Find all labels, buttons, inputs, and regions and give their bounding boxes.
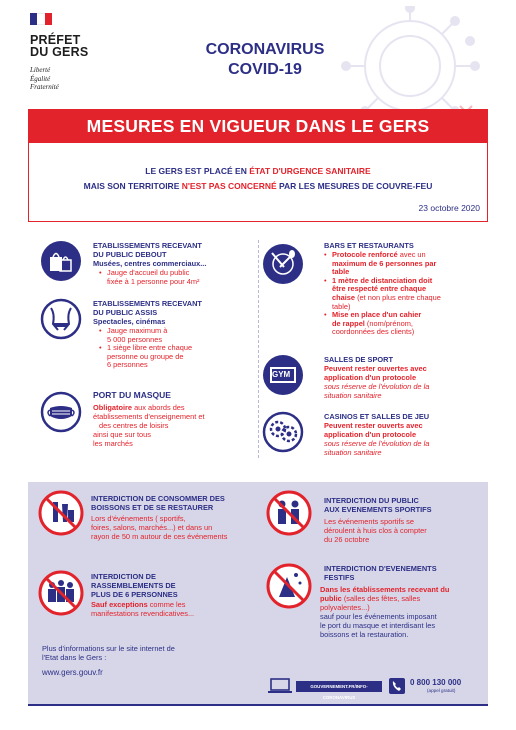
- no-drinks-icon: [38, 490, 84, 536]
- no-festive-events-icon: [266, 563, 312, 609]
- festifs-l3: polyvalentes...): [320, 603, 370, 612]
- public-sport-title-l1: INTERDICTION DU PUBLIC: [324, 496, 419, 505]
- masque-l2: établissements d'enseignement et: [93, 412, 205, 421]
- rassemblements-text: [91, 600, 194, 618]
- bars-b1-l3: table: [332, 267, 350, 277]
- list-item: [324, 277, 441, 311]
- erp-debout-title-l1: ETABLISSEMENTS RECEVANT: [93, 241, 202, 250]
- public-sport-text: [324, 517, 427, 544]
- festifs-title: [324, 564, 437, 582]
- list-item: [99, 327, 192, 344]
- erp-assis-title-l2: DU PUBLIC ASSIS: [93, 308, 158, 317]
- sport-l2: application d'un protocole: [324, 373, 417, 382]
- sport-l4: situation sanitaire: [324, 391, 382, 400]
- masque-l5: les marchés: [93, 439, 133, 448]
- column-divider: [258, 240, 259, 458]
- intro-l2-b: N'EST PAS CONCERNÉ: [181, 181, 277, 191]
- bars-b2-l2: être respecté entre chaque: [332, 284, 427, 294]
- erp-debout-title: [93, 241, 202, 259]
- intro-l2-a: MAIS SON TERRITOIRE: [83, 181, 182, 191]
- intro-l1-a: LE GERS EST PLACÉ EN: [145, 166, 250, 176]
- bars-b1-l1-b: avec un: [397, 250, 426, 259]
- festifs-l1: Dans les établissements recevant du: [320, 585, 450, 594]
- erp-assis-b1-l1: Jauge maximum à: [107, 326, 168, 335]
- no-gatherings-icon: [38, 570, 84, 616]
- erp-assis-list: [99, 327, 192, 370]
- erp-assis-sub: Spectacles, cinémas: [93, 317, 166, 326]
- intro-l1-b: ÉTAT D'URGENCE SANITAIRE: [249, 166, 371, 176]
- date-label: 23 octobre 2020: [418, 203, 480, 213]
- festifs-title-l1: INTERDICTION D'EVENEMENTS: [324, 564, 437, 573]
- gym-label: GYM: [272, 370, 291, 379]
- casinos-l3: sous réserve de l'évolution de la: [324, 439, 430, 448]
- boissons-title-l1: INTERDICTION DE CONSOMMER DES: [91, 494, 225, 503]
- sport-l1: Peuvent rester ouvertes avec: [324, 364, 427, 373]
- masque-l4: ainsi que sur tous: [93, 430, 151, 439]
- boissons-l2: foires, salons, marchés...) et dans un: [91, 523, 213, 532]
- casinos-l4: situation sanitaire: [324, 448, 382, 457]
- bars-b2-l4: table): [332, 301, 351, 311]
- public-sport-title-l2: AUX EVENEMENTS SPORTIFS: [324, 505, 432, 514]
- casinos-l1: Peuvent rester ouverts avec: [324, 421, 423, 430]
- phone-icon: [388, 677, 406, 695]
- casinos-l2: application d'un protocole: [324, 430, 417, 439]
- festifs-l6: boissons et la restauration.: [320, 630, 409, 639]
- boissons-title: [91, 494, 225, 512]
- prefet-line-1: PRÉFET: [30, 33, 81, 47]
- masque-l1-b: aux abords des: [132, 403, 185, 412]
- erp-assis-b1-l2: 5 000 personnes: [107, 334, 163, 344]
- devise-fraternite: Fraternité: [30, 83, 59, 91]
- gov-url-badge[interactable]: GOUVERNEMENT.FR/INFO-CORONAVIRUS: [296, 681, 382, 692]
- public-sport-l1: Les événements sportifs se: [324, 517, 414, 526]
- masque-l3: des centres de loisirs: [99, 421, 169, 430]
- casinos-title: CASINOS ET SALLES DE JEU: [324, 412, 430, 421]
- bars-list: [324, 251, 441, 337]
- list-item: [324, 311, 441, 337]
- bars-b3-l3: coordonnées des clients): [332, 327, 415, 337]
- face-mask-icon: [40, 391, 82, 433]
- intro-line-1: [28, 164, 488, 179]
- prefet-logo-text: [30, 34, 130, 58]
- title-line-1: CORONAVIRUS: [205, 41, 325, 58]
- info-text: [42, 644, 175, 662]
- bars-b1-l2: maximum de 6 personnes par: [332, 258, 437, 268]
- casinos-text: [324, 421, 429, 457]
- info-l1: Plus d'informations sur le site internet de: [42, 644, 175, 653]
- erp-debout-b1-l2: fixée à 1 personne pour 4m²: [107, 276, 200, 286]
- bars-b2-l3-b: (et non plus entre chaque: [355, 292, 441, 302]
- phone-number[interactable]: 0 800 130 000: [410, 678, 462, 687]
- french-flag-logo: [30, 13, 52, 25]
- erp-debout-title-l2: DU PUBLIC DEBOUT: [93, 250, 167, 259]
- bars-b2-l3-a: chaise: [332, 292, 356, 302]
- public-sport-l2: déroulent à huis clos à compter: [324, 526, 427, 535]
- masque-text: [93, 403, 205, 448]
- erp-debout-b1-l1: Jauge d'accueil du public: [107, 268, 190, 277]
- website-link[interactable]: www.gers.gouv.fr: [42, 668, 103, 677]
- prefet-line-2: DU GERS: [30, 45, 89, 59]
- bottom-rule: [28, 704, 488, 706]
- public-sport-l3: du 26 octobre: [324, 535, 370, 544]
- list-item: [99, 344, 192, 370]
- festifs-text: [320, 585, 449, 639]
- boissons-title-l2: BOISSONS ET DE SE RESTAURER: [91, 503, 214, 512]
- masque-l1-a: Obligatoire: [93, 403, 133, 412]
- public-sport-title: [324, 496, 432, 514]
- sport-l3: sous réserve de l'évolution de la: [324, 382, 430, 391]
- rassemblements-l2: manifestations revendicatives...: [91, 609, 195, 618]
- erp-debout-sub: Musées, centres commerciaux...: [93, 259, 207, 268]
- sport-title: SALLES DE SPORT: [324, 355, 393, 364]
- theater-seats-icon: [40, 298, 82, 340]
- festifs-title-l2: FESTIFS: [324, 573, 355, 582]
- erp-debout-list: [99, 269, 199, 286]
- erp-assis-title: [93, 299, 202, 317]
- rassemblements-title-l3: PLUS DE 6 PERSONNES: [91, 590, 178, 599]
- devise: [30, 66, 110, 92]
- rassemblements-title-l2: RASSEMBLEMENTS DE: [91, 581, 176, 590]
- boissons-l1: Lors d'événements ( sportifs,: [91, 514, 186, 523]
- rassemblements-l1-b: comme les: [147, 600, 186, 609]
- phone-note: (appel gratuit): [427, 688, 456, 693]
- devise-liberte: Liberté: [30, 66, 51, 74]
- bars-b2-l1: 1 mètre de distanciation doit: [332, 275, 433, 285]
- rassemblements-title-l1: INTERDICTION DE: [91, 572, 156, 581]
- title-line-2: COVID-19: [228, 61, 302, 78]
- casino-chips-icon: [262, 411, 304, 453]
- banner-title: MESURES EN VIGUEUR DANS LE GERS: [86, 116, 430, 136]
- cutlery-icon: [262, 243, 304, 285]
- festifs-l4: sauf pour les événements imposant: [320, 612, 437, 621]
- laptop-icon: [268, 678, 292, 694]
- erp-assis-b2-l3: 6 personnes: [107, 360, 148, 370]
- festifs-l2-a: public: [320, 594, 342, 603]
- intro-line-2: [28, 179, 488, 194]
- list-item: [324, 251, 441, 277]
- erp-assis-b2-l1: 1 siège libre entre chaque: [107, 343, 193, 353]
- festifs-l5: le port du masque et interdisant les: [320, 621, 436, 630]
- boissons-l3: rayon de 50 m autour de ces événements: [91, 532, 228, 541]
- rassemblements-title: [91, 572, 178, 599]
- bars-b3-l2-a: de rappel: [332, 318, 365, 328]
- sport-text: [324, 364, 429, 400]
- rassemblements-l1-a: Sauf exceptions: [91, 600, 148, 609]
- erp-assis-title-l1: ETABLISSEMENTS RECEVANT: [93, 299, 202, 308]
- boissons-text: [91, 514, 227, 541]
- info-l2: l'Etat dans le Gers :: [42, 653, 107, 662]
- bars-b3-l1: Mise en place d'un cahier: [332, 310, 422, 320]
- bars-b1-l1-a: Protocole renforcé: [332, 250, 398, 259]
- shopping-bags-icon: [40, 240, 82, 282]
- festifs-l2-b: (salles des fêtes, salles: [341, 594, 421, 603]
- no-spectators-icon: [266, 490, 312, 536]
- intro-l2-c: PAR LES MESURES DE COUVRE-FEU: [276, 181, 433, 191]
- intro-text: [28, 164, 488, 194]
- bars-title: BARS ET RESTAURANTS: [324, 241, 414, 250]
- masque-title: PORT DU MASQUE: [93, 390, 171, 400]
- list-item: [99, 269, 199, 286]
- devise-egalite: Égalité: [30, 74, 51, 83]
- erp-assis-b2-l2: personne ou groupe de: [107, 351, 184, 361]
- page-title: [170, 40, 360, 80]
- bars-b3-l2-b: (nom/prénom,: [364, 318, 413, 328]
